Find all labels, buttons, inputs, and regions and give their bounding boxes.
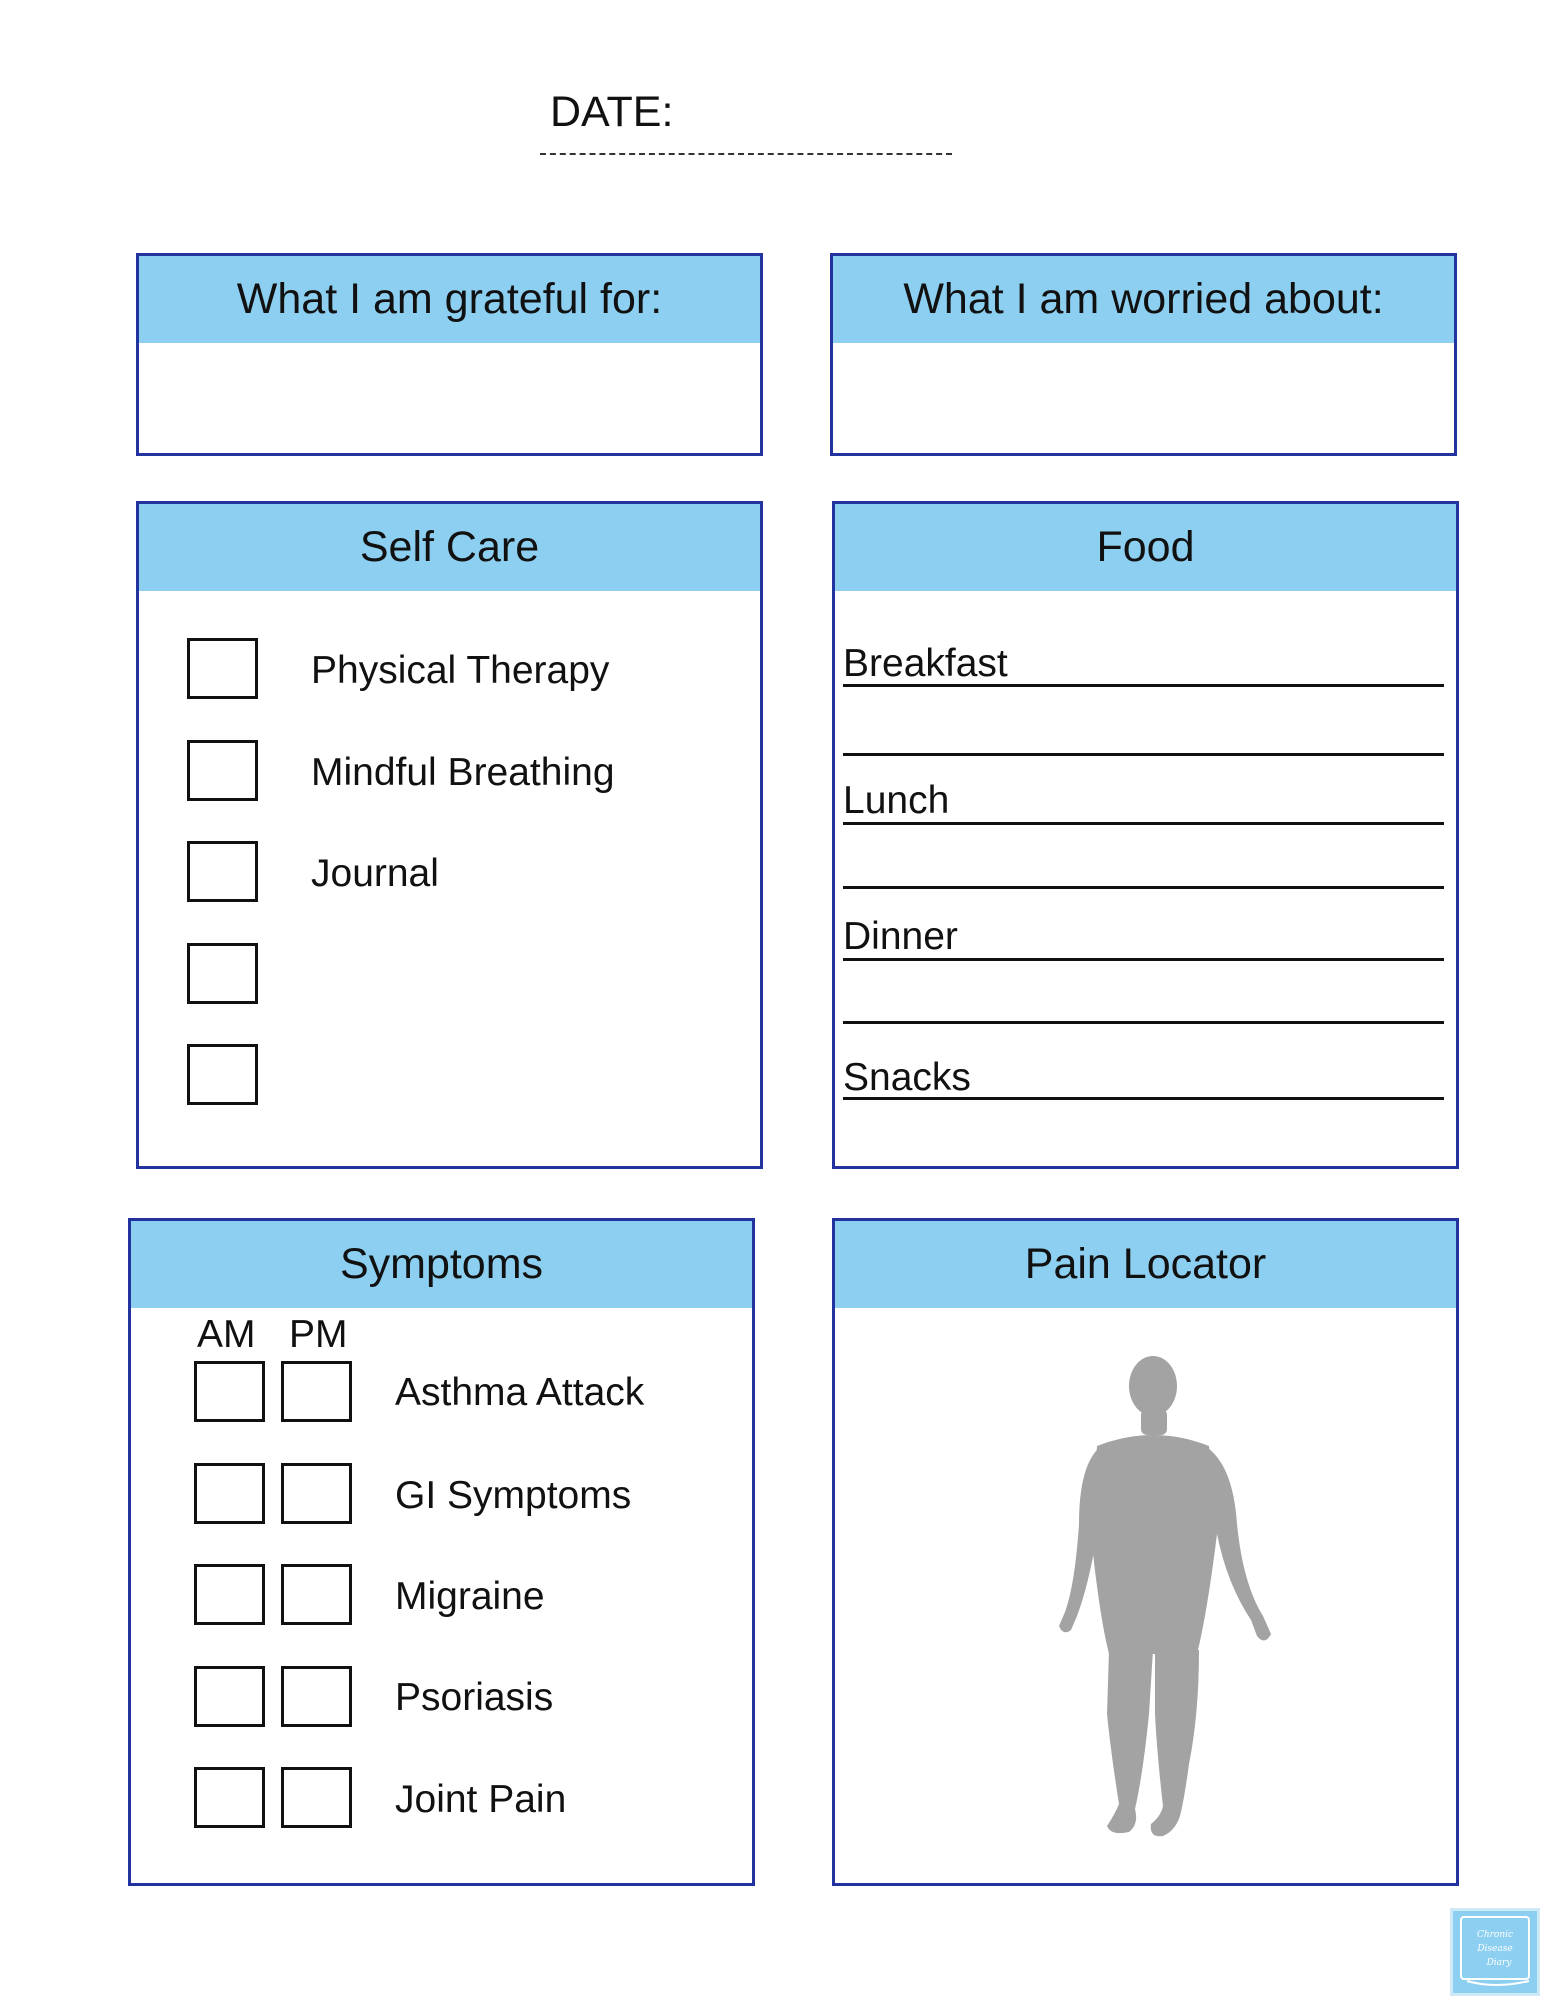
pain-locator-panel: [832, 1218, 1459, 1886]
food-entry-line[interactable]: [843, 886, 1444, 889]
date-input-line[interactable]: [540, 153, 952, 155]
body-figure-icon[interactable]: [1057, 1354, 1277, 1844]
worried-panel: [830, 253, 1457, 456]
self-care-checkbox[interactable]: [187, 943, 258, 1004]
symptom-am-checkbox[interactable]: [194, 1666, 265, 1727]
worried-title: What I am worried about:: [833, 256, 1454, 343]
symptom-pm-checkbox[interactable]: [281, 1767, 352, 1828]
self-care-item-label: Physical Therapy: [311, 649, 610, 692]
worried-input-area[interactable]: [833, 343, 1454, 453]
pain-locator-title: Pain Locator: [835, 1221, 1456, 1308]
self-care-panel: [136, 501, 763, 1169]
self-care-checkbox[interactable]: [187, 740, 258, 801]
symptom-pm-checkbox[interactable]: [281, 1463, 352, 1524]
symptom-am-checkbox[interactable]: [194, 1767, 265, 1828]
symptom-label: Migraine: [395, 1575, 545, 1618]
symptom-am-checkbox[interactable]: [194, 1463, 265, 1524]
food-entry-line[interactable]: [843, 1097, 1444, 1100]
food-entry-line[interactable]: [843, 822, 1444, 825]
food-entry-line[interactable]: [843, 684, 1444, 687]
symptom-label: Psoriasis: [395, 1676, 554, 1719]
food-meal-label: Lunch: [843, 779, 950, 822]
symptom-label: Joint Pain: [395, 1778, 567, 1821]
food-meal-label: Breakfast: [843, 642, 1008, 685]
logo-text-line: Diary: [1486, 1958, 1512, 1968]
food-title: Food: [835, 504, 1456, 591]
diary-logo: [1450, 1908, 1540, 1996]
food-entry-line[interactable]: [843, 958, 1444, 961]
food-panel: [832, 501, 1459, 1169]
food-entry-line[interactable]: [843, 753, 1444, 756]
logo-text-line: Disease: [1477, 1944, 1513, 1954]
self-care-checkbox[interactable]: [187, 841, 258, 902]
symptom-pm-checkbox[interactable]: [281, 1564, 352, 1625]
symptom-label: GI Symptoms: [395, 1474, 632, 1517]
am-label: AM: [197, 1313, 256, 1356]
food-entry-line[interactable]: [843, 1021, 1444, 1024]
grateful-input-area[interactable]: [139, 343, 760, 453]
food-meal-label: Snacks: [843, 1056, 971, 1099]
self-care-checkbox[interactable]: [187, 638, 258, 699]
self-care-item-label: Mindful Breathing: [311, 751, 615, 794]
self-care-title: Self Care: [139, 504, 760, 591]
grateful-title: What I am grateful for:: [139, 256, 760, 343]
book-logo-icon: [1453, 1911, 1537, 1993]
symptom-pm-checkbox[interactable]: [281, 1666, 352, 1727]
symptoms-panel: [128, 1218, 755, 1886]
food-meal-label: Dinner: [843, 915, 958, 958]
symptom-pm-checkbox[interactable]: [281, 1361, 352, 1422]
symptom-am-checkbox[interactable]: [194, 1564, 265, 1625]
self-care-item-label: Journal: [311, 852, 439, 895]
symptom-am-checkbox[interactable]: [194, 1361, 265, 1422]
pm-label: PM: [289, 1313, 348, 1356]
date-label: DATE:: [550, 88, 674, 136]
self-care-checkbox[interactable]: [187, 1044, 258, 1105]
symptom-label: Asthma Attack: [395, 1371, 645, 1414]
grateful-panel: [136, 253, 763, 456]
logo-text-line: Chronic: [1476, 1930, 1514, 1940]
symptoms-title: Symptoms: [131, 1221, 752, 1308]
